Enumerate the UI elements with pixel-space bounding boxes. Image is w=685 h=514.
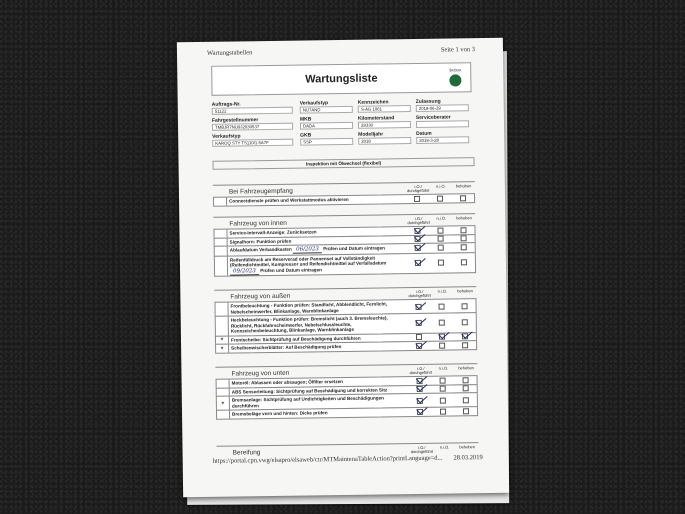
title-box [211, 62, 471, 96]
checkbox-io[interactable] [415, 245, 421, 251]
row-checkboxes [408, 333, 476, 340]
checkbox-io[interactable] [416, 343, 422, 349]
row-text: Motoröl: Ablassen oder absaugen; Ölfilter ersetzen [229, 377, 409, 387]
info-label: Kilometerstand [357, 115, 395, 122]
maintenance-sheet [177, 38, 509, 498]
checkbox-nio[interactable] [440, 408, 446, 414]
section-column-headers [408, 289, 476, 299]
column-behoben: behoben [456, 214, 472, 220]
section-title: Fahrzeug von unten [231, 369, 290, 378]
column-io: i.O./ durchgeführt [408, 288, 431, 299]
section-title: Bei Fahrzeugempfang [228, 187, 293, 196]
row-checkboxes [408, 319, 476, 326]
inspection-banner: Inspektion mit Ölwechsel (flexibel) [212, 157, 474, 170]
print-header [207, 46, 475, 57]
info-value: KAROQ STY TS110/1.5A7F [212, 139, 293, 147]
row-checkboxes [409, 397, 477, 404]
column-nio: n.i.O. [436, 215, 447, 221]
checkbox-io[interactable] [417, 409, 423, 415]
column-nio: n.i.O. [437, 288, 448, 294]
checkbox-behoben[interactable] [462, 377, 468, 383]
checklist-row [214, 252, 476, 277]
row-checkboxes [407, 244, 475, 251]
checkbox-nio[interactable] [437, 227, 443, 233]
checkbox-nio[interactable] [438, 260, 444, 266]
checkbox-behoben[interactable] [462, 334, 468, 340]
info-cell [358, 131, 416, 145]
row-text: Ablaufdatum Verbandkasten 06/2023 Prüfen und Datum eintragen [227, 244, 407, 255]
header-left: Wartungstabellen [206, 49, 253, 57]
row-checkboxes [408, 303, 476, 310]
row-text: Service-Intervall-Anzeige: Zurücksetzen [226, 227, 406, 237]
handwritten-date: 06/2023 [293, 246, 322, 253]
info-cell [300, 132, 358, 146]
info-label: Fahrgestellnummer [211, 117, 259, 124]
info-value: NU7AND [300, 106, 353, 114]
checkbox-nio[interactable] [437, 195, 443, 201]
column-io: i.O./ durchgeführt [407, 215, 430, 226]
info-value: DADA [300, 122, 353, 130]
info-cell [300, 100, 358, 114]
checkbox-behoben[interactable] [462, 342, 468, 348]
checkbox-io[interactable] [415, 260, 421, 266]
info-value: S-AG 1061 [358, 105, 411, 113]
skoda-logo [446, 68, 464, 86]
info-label: GKB [300, 132, 312, 139]
checkbox-nio[interactable] [438, 245, 444, 251]
info-cell [212, 101, 300, 115]
checkbox-nio[interactable] [439, 334, 445, 340]
checkbox-behoben[interactable] [462, 386, 468, 392]
checkbox-behoben[interactable] [462, 397, 468, 403]
info-cell [212, 133, 300, 147]
row-checkboxes [407, 259, 475, 266]
checkbox-behoben[interactable] [461, 320, 467, 326]
checklist-section [213, 181, 475, 206]
row-marker-icon: ▼ [220, 400, 226, 407]
row-text: Heckbeleuchtung - Funktion prüfen: Bremslicht (auch 3. Bremsleuchte), Rücklicht, Rückfahrscheinwerfer, Nebelschlussleuchte, Kennzeichenbeleuchtung, Blinkanlage, Warnblinkanlage [228, 314, 408, 335]
info-label: Verkaufstyp [212, 133, 241, 140]
info-cell [300, 116, 358, 130]
checkbox-nio[interactable] [440, 377, 446, 383]
info-label: Zulassung [415, 98, 441, 105]
column-behoben: behoben [459, 443, 476, 449]
column-behoben: behoben [455, 182, 472, 188]
page-title: Wartungsliste [305, 72, 378, 86]
info-cell [358, 99, 416, 113]
checkbox-nio[interactable] [438, 236, 444, 242]
row-checkboxes [408, 342, 476, 349]
row-text: Bremsbeläge vorn und hinten: Dicke prüfen [229, 408, 409, 418]
info-value: 2018 [358, 137, 411, 145]
row-checkboxes [407, 235, 475, 242]
info-value: SSP [300, 138, 353, 146]
row-checkboxes [409, 385, 477, 392]
footer-date: 28.03.2019 [453, 454, 483, 462]
row-text: Connectdienste prüfen und Werkstattmodus aktivieren [226, 195, 406, 205]
info-cell [416, 130, 474, 144]
column-nio: n.i.O. [436, 183, 446, 189]
handwritten-date: 09/2023 [230, 268, 259, 275]
info-label: Serviceberater [415, 114, 451, 121]
section-column-headers [407, 184, 475, 194]
row-checkboxes [409, 408, 477, 415]
row-marker-icon: ▼ [219, 336, 225, 343]
info-label: Modelljahr [358, 131, 384, 138]
brand-name: ŠKODA [449, 68, 462, 73]
row-text: Reifenfülldruck am Reserverad oder Pannenset auf Vollständigkeit (Reifendichtmittel, Kompressor und Reifendichtmittel auf Verfallsdatum 09/2023 Prüfen und Datum eintragen [227, 254, 407, 276]
column-io: i.O./ durchgeführt [410, 444, 434, 455]
checkbox-io[interactable] [417, 397, 423, 403]
checkbox-nio[interactable] [438, 303, 444, 309]
checkbox-nio[interactable] [440, 386, 446, 392]
info-cell [416, 98, 474, 112]
info-value: TMBJR7NU9J2030537 [212, 123, 293, 131]
column-nio: n.i.O. [438, 365, 449, 371]
info-value: 29330 [358, 121, 411, 129]
row-text: Scheibenwischerblätter: Auf Beschädigung prüfen [228, 342, 408, 352]
row-text: ABS Sensorleitung: Sichtprüfung auf Beschädigung und korrekten Sitz [229, 386, 409, 396]
info-cell [416, 114, 474, 128]
row-text: Signalhorn: Funktion prüfen [227, 236, 407, 246]
info-label: Kennzeichen [357, 99, 389, 106]
checkbox-io[interactable] [416, 320, 422, 326]
column-behoben: behoben [457, 287, 473, 293]
column-behoben: behoben [458, 364, 474, 370]
checkbox-io[interactable] [414, 196, 420, 202]
checkbox-behoben[interactable] [461, 303, 467, 309]
header-right: Seite 1 von 3 [440, 46, 476, 54]
column-nio: n.i.O. [439, 444, 450, 450]
info-value: 51122 [212, 107, 293, 115]
column-io: i.O./ durchgeführt [409, 365, 433, 376]
info-label: Auftrags-Nr. [211, 101, 241, 108]
row-text: Frontbeleuchtung - Funktion prüfen: Standlicht, Abblendlicht, Fernlicht, Nebelscheinwerfer, Blinkanlage, Warnblinkanlage [227, 300, 407, 316]
info-value: 2018-06-29 [416, 104, 469, 112]
info-cell [212, 117, 300, 131]
info-value: 2019-3-28 [416, 136, 469, 144]
checkbox-nio[interactable] [440, 397, 446, 403]
section-title: Fahrzeug von innen [229, 219, 287, 228]
footer-url: https://portal.cpn.vwg/elsapro/elsaweb/ctr/MTMaintenaTableAction?printLanguage=d... [212, 454, 443, 465]
checkbox-nio[interactable] [439, 342, 445, 348]
row-checkboxes [406, 195, 474, 202]
checklist-section [214, 286, 477, 353]
vehicle-info-grid [212, 98, 475, 147]
info-value [416, 120, 469, 128]
info-label: MKB [299, 116, 312, 123]
checklist-section [213, 213, 476, 277]
section-title: Fahrzeug von außen [230, 292, 291, 301]
skoda-logo-icon [449, 74, 461, 86]
checkbox-nio[interactable] [439, 320, 445, 326]
column-io: i.O./ durchgeführt [406, 183, 430, 194]
checkbox-behoben[interactable] [460, 195, 466, 201]
info-label: Datum [416, 130, 432, 137]
info-cell [358, 115, 416, 129]
row-marker-icon: ▼ [219, 345, 225, 352]
checkbox-io[interactable] [416, 303, 422, 309]
section-column-headers [410, 445, 478, 455]
row-text: Frontscheibe: Sichtprüfung auf Beschädigung durchführen [228, 334, 408, 344]
checkbox-behoben[interactable] [460, 245, 466, 251]
checkbox-behoben[interactable] [463, 408, 469, 414]
checkbox-behoben[interactable] [460, 236, 466, 242]
section-title: Bereifung [232, 448, 261, 457]
row-text: Bremsanlage: Sichtprüfung auf Undichtigkeiten und Beschädigungen durchführen [229, 394, 409, 410]
checklist-section [215, 363, 478, 419]
checkbox-behoben[interactable] [461, 260, 467, 266]
checkbox-io[interactable] [417, 386, 423, 392]
checkbox-behoben[interactable] [460, 227, 466, 233]
info-label: Verkaufstyp [299, 100, 329, 107]
